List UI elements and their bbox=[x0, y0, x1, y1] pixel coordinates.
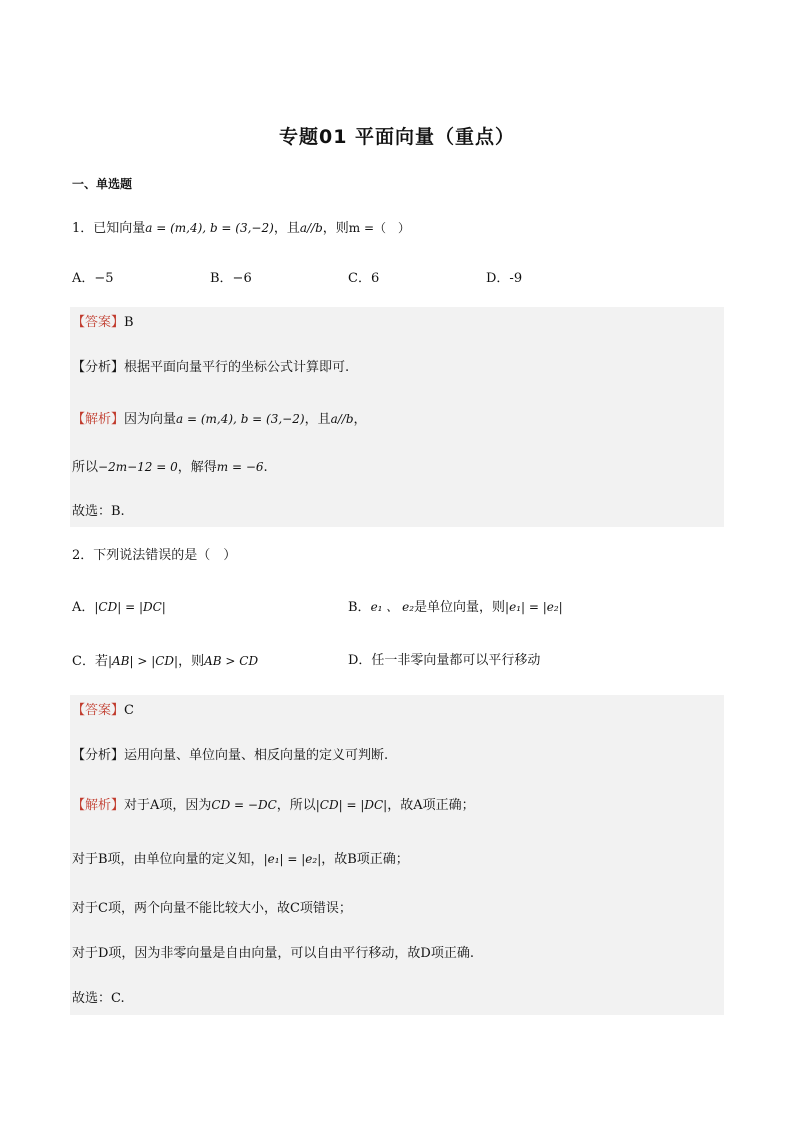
q1-ask: m =（ ） bbox=[348, 221, 411, 235]
q2-option-a bbox=[72, 598, 166, 617]
q1-stem-prefix: 1．已知向量 bbox=[72, 221, 146, 236]
q2-solution-a bbox=[72, 796, 475, 815]
q2-sol-text: 对于B项，由单位向量的定义知， bbox=[72, 852, 264, 867]
q1-sol-equation: −2m−12 = 0 bbox=[98, 460, 178, 474]
q2-option-b-math: |e₁| = |e₂| bbox=[505, 600, 563, 614]
q1-condition: a//b bbox=[299, 221, 323, 235]
q2-option-b-label: B． bbox=[348, 600, 371, 615]
q2-option-d: D．任一非零向量都可以平行移动 bbox=[348, 653, 541, 668]
solution-tag: 【解析】 bbox=[72, 798, 125, 813]
analysis-tag: 【分析】 bbox=[72, 748, 125, 763]
q2-option-b-vectors: e₁ 、 e₂ bbox=[370, 600, 415, 614]
q2-sol-text: ，故B项正确； bbox=[321, 852, 409, 867]
q2-solution-c: 对于C项，两个向量不能比较大小，故C项错误； bbox=[72, 901, 352, 916]
q1-option-d: D．-9 bbox=[486, 271, 523, 286]
q2-sol-math: |CD| = |DC| bbox=[315, 798, 388, 812]
q1-answer bbox=[72, 314, 134, 332]
q2-solution-b bbox=[72, 850, 409, 869]
q2-option-b bbox=[348, 598, 563, 617]
q1-solution-line1 bbox=[72, 410, 367, 429]
q2-option-a-label: A． bbox=[72, 600, 95, 615]
q1-option-b: B．−6 bbox=[210, 271, 252, 286]
q1-sol-text: 因为向量 bbox=[124, 412, 177, 427]
q2-option-c-math1: |AB| > |CD| bbox=[107, 654, 179, 668]
page-title: 专题01 平面向量（重点） bbox=[278, 126, 516, 148]
q1-stem-mid: ，且 bbox=[273, 221, 300, 236]
q1-option-a: A．−5 bbox=[72, 271, 114, 286]
q2-solution-d: 对于D项，因为非零向量是自由向量，可以自由平行移动，故D项正确. bbox=[72, 946, 474, 961]
q1-stem-tail: ，则 bbox=[322, 221, 349, 236]
q2-analysis-text: 运用向量、单位向量、相反向量的定义可判断. bbox=[124, 748, 389, 763]
q1-solution-line3: 故选：B. bbox=[72, 504, 125, 519]
q1-vectors: a = (m,4), b = (3,−2) bbox=[145, 221, 274, 235]
q2-analysis bbox=[72, 747, 388, 765]
q2-answer-value: C bbox=[124, 703, 134, 718]
q1-answer-value: B bbox=[124, 315, 134, 330]
q2-answer bbox=[72, 702, 134, 720]
q1-sol-text: ，解得 bbox=[177, 460, 217, 475]
q1-sol-text: ，且 bbox=[304, 412, 331, 427]
q2-sol-text: ，故A项正确； bbox=[387, 798, 475, 813]
q1-option-c: C．6 bbox=[348, 271, 380, 286]
q2-sol-text: 对于A项，因为 bbox=[124, 798, 212, 813]
q1-sol-text: 所以 bbox=[72, 460, 99, 475]
q2-stem: 2．下列说法错误的是（ ） bbox=[72, 548, 237, 563]
solution-tag: 【解析】 bbox=[72, 412, 125, 427]
q1-analysis bbox=[72, 359, 349, 377]
q2-sol-math: CD = −DC bbox=[211, 798, 277, 812]
q2-option-c-label: C．若 bbox=[72, 654, 108, 669]
q2-solution-e: 故选：C. bbox=[72, 991, 125, 1006]
q1-sol-text: . bbox=[263, 460, 268, 475]
analysis-tag: 【分析】 bbox=[72, 360, 125, 375]
q2-option-c-math2: AB > CD bbox=[204, 654, 259, 668]
q1-analysis-text: 根据平面向量平行的坐标公式计算即可. bbox=[124, 360, 350, 375]
q1-stem bbox=[72, 219, 410, 238]
section-heading: 一、单选题 bbox=[72, 177, 133, 191]
q1-sol-result: m = −6 bbox=[216, 460, 264, 474]
q1-sol-text: ， bbox=[353, 412, 367, 427]
q2-option-b-text: 是单位向量，则 bbox=[414, 600, 506, 615]
q2-option-c bbox=[72, 652, 258, 671]
q1-sol-condition: a//b bbox=[330, 412, 354, 426]
q2-sol-text: ，所以 bbox=[276, 798, 316, 813]
q2-sol-math: |e₁| = |e₂| bbox=[263, 852, 322, 866]
answer-tag: 【答案】 bbox=[72, 703, 125, 718]
q1-solution-line2 bbox=[72, 458, 268, 477]
q2-option-c-text: ，则 bbox=[178, 654, 205, 669]
q1-sol-vectors: a = (m,4), b = (3,−2) bbox=[176, 412, 305, 426]
answer-tag: 【答案】 bbox=[72, 315, 125, 330]
q2-option-a-math: |CD| = |DC| bbox=[94, 600, 166, 614]
